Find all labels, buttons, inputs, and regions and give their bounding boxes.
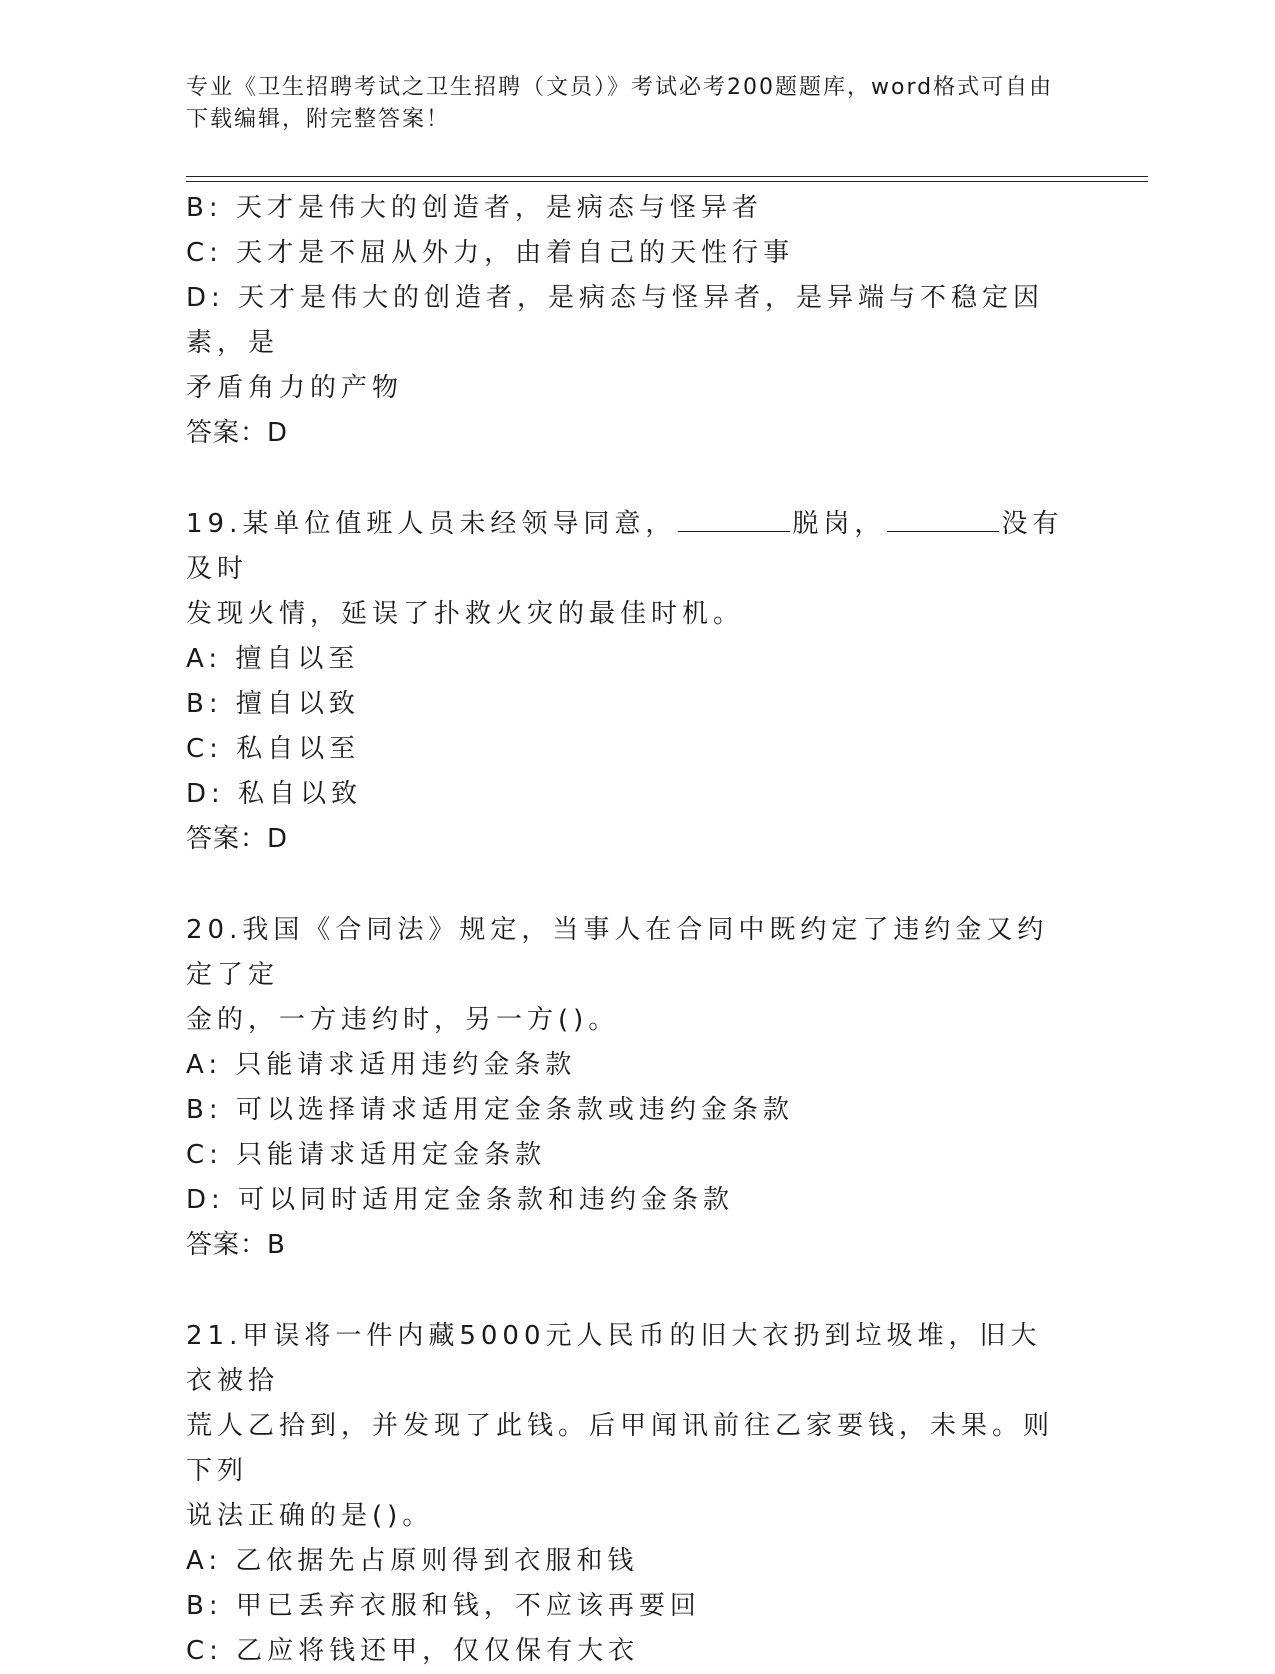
option-d-line2: 矛盾角力的产物 [186,373,404,403]
question-18 [186,186,1066,456]
header-divider-top [186,176,1148,177]
answer-text: 答案：B [186,1230,286,1260]
question-content [186,186,1066,1674]
question-stem-line1: 21.甲误将一件内藏5000元人民币的旧大衣扔到垃圾堆，旧大衣被拾 [186,1321,1042,1396]
option-c: C: 只能请求适用定金条款 [186,1140,547,1170]
question-stem-line2: 发现火情，延误了扑救火灾的最佳时机。 [186,599,745,629]
option-d: D: 可以同时适用定金条款和违约金条款 [186,1185,735,1215]
question-21 [186,1314,1066,1674]
option-a: A: 擅自以至 [186,644,360,674]
option-b: B: 可以选择请求适用定金条款或违约金条款 [186,1095,794,1125]
answer-text: 答案：D [186,824,289,854]
page-header-title: 专业《卫生招聘考试之卫生招聘（文员）》考试必考200题题库，word格式可自由下载编辑，附完整答案！ [186,75,1054,132]
fill-blank [887,505,999,532]
question-stem-line2: 金的，一方违约时，另一方()。 [186,1005,620,1035]
option-c: C: 天才是不屈从外力，由着自己的天性行事 [186,238,795,268]
option-a: A: 乙依据先占原则得到衣服和钱 [186,1546,639,1576]
option-b: B: 天才是伟大的创造者，是病态与怪异者 [186,193,763,223]
option-d: D: 私自以致 [186,779,363,809]
option-c: C: 乙应将钱还甲，仅仅保有大衣 [186,1636,640,1666]
option-b: B: 甲已丢弃衣服和钱，不应该再要回 [186,1591,701,1621]
question-stem-line1: 20.我国《合同法》规定，当事人在合同中既约定了违约金又约定了定 [186,915,1049,990]
option-d-line1: D: 天才是伟大的创造者，是病态与怪异者，是异端与不稳定因素，是 [186,283,1045,358]
stem-part: 脱岗， [792,509,886,539]
question-stem-line3: 说法正确的是()。 [186,1501,434,1531]
question-stem-line1 [186,502,1066,592]
question-19 [186,502,1066,862]
question-20 [186,908,1066,1268]
option-a: A: 只能请求适用违约金条款 [186,1050,577,1080]
header-divider-bottom [186,181,1148,182]
question-stem-line2: 荒人乙拾到，并发现了此钱。后甲闻讯前往乙家要钱，未果。则下列 [186,1411,1055,1486]
option-c: C: 私自以至 [186,734,361,764]
fill-blank [678,505,790,532]
answer-text: 答案：D [186,418,289,448]
option-b: B: 擅自以致 [186,689,360,719]
stem-part: 没有及时 [186,509,1064,584]
stem-part: 19.某单位值班人员未经领导同意， [186,509,677,539]
